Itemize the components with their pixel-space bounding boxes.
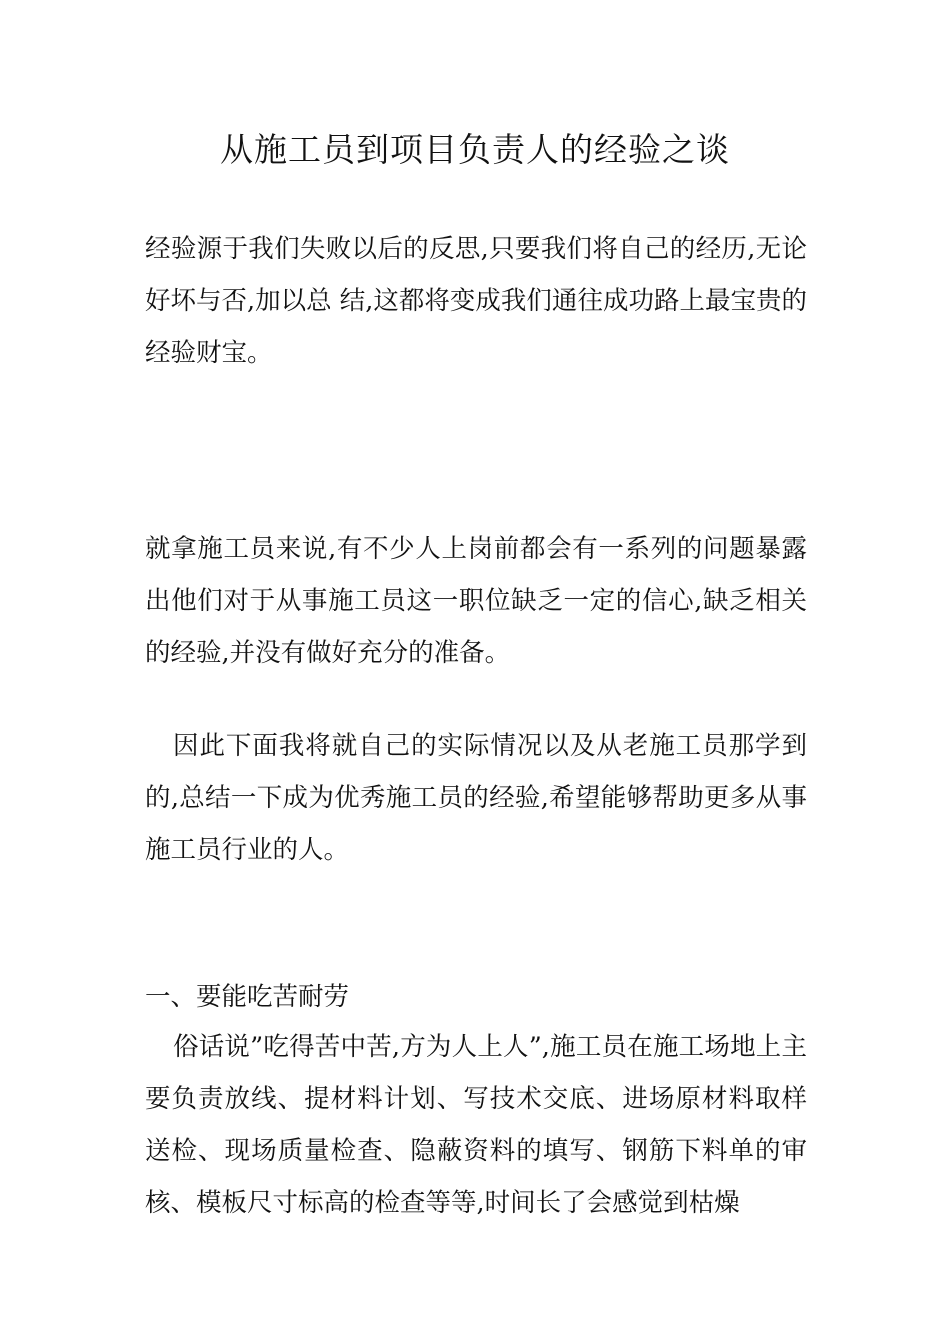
paragraph-intro: 经验源于我们失败以后的反思,只要我们将自己的经历,无论好坏与否,加以总 结,这都将变成我们通往成功路上最宝贵的经验财宝。 [145,234,807,368]
paragraph-hard-work: 俗话说”吃得苦中苦,方为人上人”,施工员在施工场地上主要负责放线、提材料计划、写技术交底、进场原材料取样送检、现场质量检查、隐蔽资料的填写、钢筋下料单的审核、模板尺寸标高的检查等等,时间长了会感觉到枯燥 [145,1032,807,1218]
paragraph-purpose: 因此下面我将就自己的实际情况以及从老施工员那学到的,总结一下成为优秀施工员的经验,希望能够帮助更多从事施工员行业的人。 [145,731,807,865]
paragraph-construction-worker: 就拿施工员来说,有不少人上岗前都会有一系列的问题暴露出他们对于从事施工员这一职位缺乏一定的信心,缺乏相关的经验,并没有做好充分的准备。 [145,534,807,668]
document-title: 从施工员到项目负责人的经验之谈 [220,130,730,169]
section-heading-1: 一、要能吃苦耐劳 [145,982,350,1012]
